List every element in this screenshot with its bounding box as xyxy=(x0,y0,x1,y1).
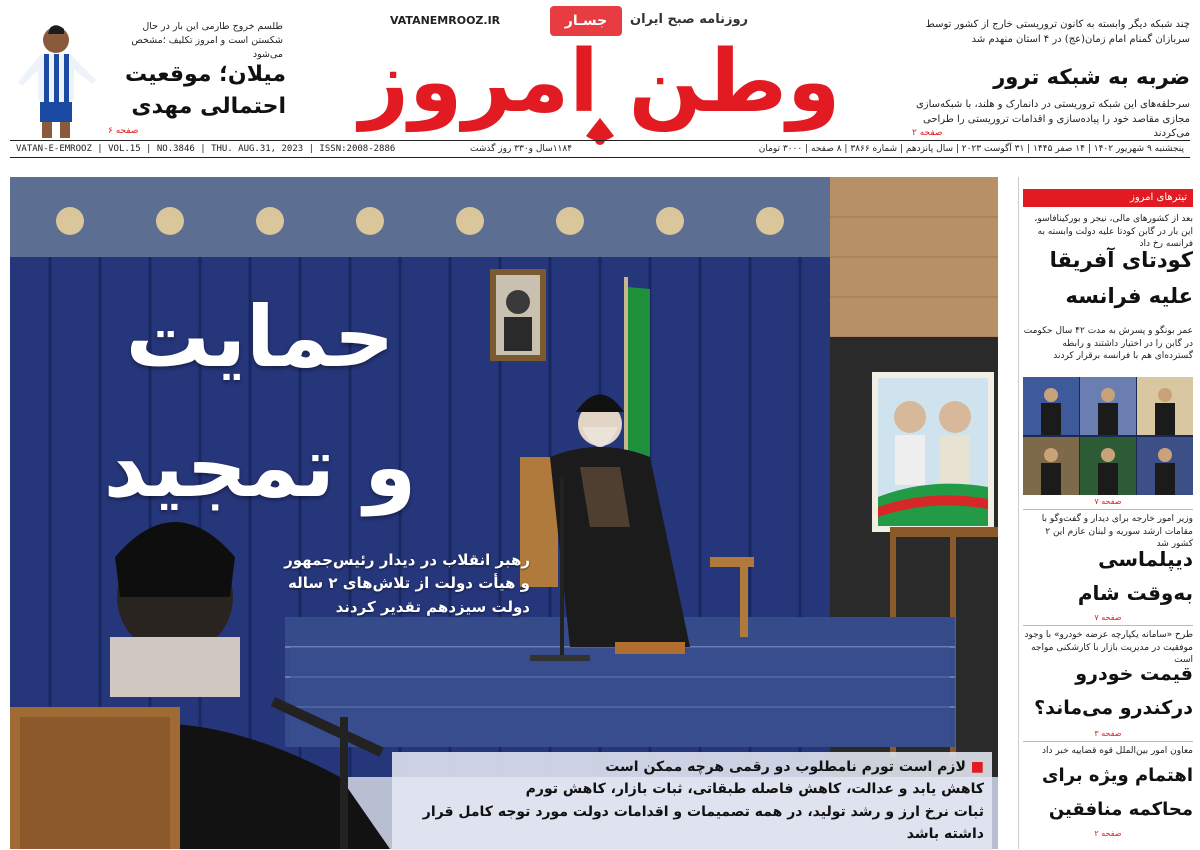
sidebar-story-1-section: صفحه ۷ xyxy=(1094,497,1122,506)
dateline-latin: VATAN-E-EMROOZ | VOL.15 | NO.3846 | THU. AUG.31, 2023 | ISSN:2008-2886 xyxy=(16,144,396,154)
main-subheadline: رهبر انقلاب در دیدار رئیس‌جمهور و هیأت دولت از تلاش‌های ۲ ساله دولت سیزدهم تقدیر کردند xyxy=(284,551,530,616)
main-quote-line-1: لازم است تورم نامطلوب دو رقمی هرچه ممکن است xyxy=(605,759,966,775)
sidebar-story-1-headline-1: کودتای آفریقا xyxy=(1049,248,1193,272)
dateline-bar xyxy=(10,140,1190,158)
quote-bullet-icon: ■ xyxy=(970,759,984,775)
sidebar-headlines xyxy=(1018,177,1200,849)
dateline-persian: پنجشنبه ۹ شهریور ۱۴۰۲ | ۱۴ صفر ۱۴۴۵ | ۳۱ آگوست ۲۰۲۳ | سال پانزدهم | شماره ۳۸۶۶ | ۸ صفحه | ۳۰۰۰ تومان xyxy=(758,144,1184,154)
logo-tagline: روزنامه صبح ایران xyxy=(630,12,749,27)
sidebar-tag: تیترهای امروز xyxy=(1023,189,1193,207)
dateline-middle: ۱۱۸۴سال و۳۳۰ روز گذشت xyxy=(470,144,573,154)
left-teaser-summary: طلسم خروج طارمی این بار در حال شکستن است و امروز تکلیف ؛مشخص می‌شود xyxy=(131,21,283,60)
sidebar-story-4-lead: معاون امور بین‌الملل قوه قضاییه خبر داد xyxy=(1042,746,1193,756)
sidebar-story-2-lead: وزیر امور خارجه برای دیدار و گفت‌وگو با مقامات ارشد سوریه و لبنان عازم این ۲ کشور شد xyxy=(1041,514,1193,550)
sidebar-story-4-headline-1: اهتمام ویژه برای xyxy=(1042,765,1193,786)
main-quote-line-3: ثبات نرخ ارز و رشد تولید، در همه تصمیمات و اقدامات دولت مورد توجه کامل قرار داشته باشد xyxy=(422,803,984,843)
right-teaser-headline: ضربه به شبکه ترور xyxy=(993,65,1190,89)
sidebar-story-3-headline-2: درکندرو می‌ماند؟ xyxy=(1034,697,1193,719)
newspaper-logo xyxy=(300,14,900,132)
sidebar-story-2-section: صفحه ۷ xyxy=(1094,613,1122,622)
main-headline-line-1: حمایت xyxy=(125,288,395,386)
main-headline-line-2: و تمجید xyxy=(103,418,417,516)
masthead xyxy=(0,0,1200,160)
logo-domain: VATANEMROOZ.IR xyxy=(390,14,501,27)
main-quote-line-2: کاهش یابد و عدالت، کاهش فاصله طبقاتی، ثبات بازار، کاهش تورم xyxy=(525,781,984,798)
sidebar-photo xyxy=(1023,377,1193,495)
right-teaser-body: سرحلقه‌های این شبکه تروریستی در دانمارک و هلند، با شبکه‌سازی مجازی مقاصد خود را پیاده‌سازی و اقدامات تروریستی را طراحی می‌کردند xyxy=(915,99,1190,139)
left-teaser-section: صفحه ۶ xyxy=(108,126,139,136)
left-teaser-headline-2: احتمالی مهدی xyxy=(131,94,286,119)
main-photo xyxy=(10,177,998,849)
sidebar-story-3-headline-1: قیمت خودرو xyxy=(1075,663,1193,685)
sidebar-story-3-lead: طرح «سامانه یکپارچه عرضه خودرو» با وجود موفقیت در مدیریت بازار با کارشکنی مواجه است xyxy=(1024,630,1193,666)
sidebar-divider xyxy=(1023,509,1193,510)
sidebar-story-1-body: عمر بونگو و پسرش به مدت ۴۲ سال حکومت در گابن را در اختیار داشتند و رابطه گسترده‌ای هم با فرانسه برقرار کردند xyxy=(1023,326,1193,362)
left-teaser-headline-1: میلان؛ موقعیت xyxy=(124,62,286,87)
sidebar-story-4-headline-2: محاکمه منافقین xyxy=(1048,799,1193,820)
sidebar-story-4-section: صفحه ۲ xyxy=(1094,829,1122,838)
right-teaser-lead: چند شبکه دیگر وابسته به کانون تروریستی خارج از کشور توسط سربازان گمنام امام زمان(عج) در ۴ استان منهدم شد xyxy=(925,19,1190,45)
right-teaser-section: صفحه ۲ xyxy=(912,128,943,138)
logo-wordmark: وطن امروز xyxy=(359,32,841,132)
sidebar-story-1-lead: بعد از کشورهای مالی، نیجر و بورکینافاسو، این بار در گابن کودتا علیه دولت وابسته به فرانسه رخ داد xyxy=(1034,214,1193,250)
sidebar-divider xyxy=(1023,625,1193,626)
sidebar-story-2-headline-2: به‌وقت شام xyxy=(1077,581,1193,605)
main-headline xyxy=(90,272,430,532)
sidebar-divider xyxy=(1023,741,1193,742)
sidebar-story-1-headline-2: علیه فرانسه xyxy=(1065,284,1193,308)
main-quote xyxy=(392,752,992,850)
sidebar-story-2-headline-1: دیپلماسی xyxy=(1098,547,1193,571)
sidebar-story-3-section: صفحه ۳ xyxy=(1094,729,1122,738)
logo-badge: جسـار xyxy=(550,6,622,36)
player-photo xyxy=(10,20,102,138)
